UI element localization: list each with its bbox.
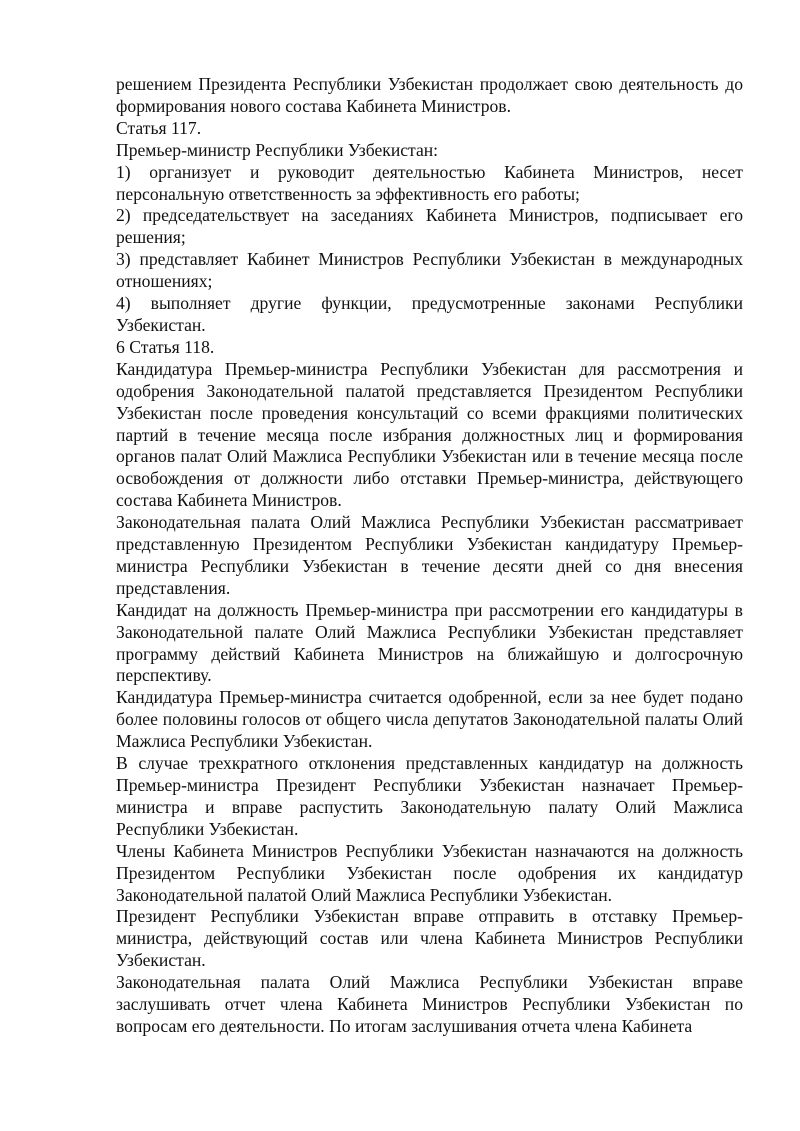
paragraph-candidacy-submission: Кандидатура Премьер-министра Республики Узбекистан для рассмотрения и одобрения Законодательной палатой представляется Президентом Республики Узбекистан после проведения консультаций со всеми фракциями политических партий в течение месяца после избрания должностных лиц и формирования органов палат Олий Мажлиса Республики Узбекистан или в течение месяца после освобождения от должности либо отставки Премьер-министра, действующего состава Кабинета Министров. xyxy=(116,358,743,511)
article-118-heading: 6 Статья 118. xyxy=(116,336,215,357)
paragraph-prime-minister-intro: Премьер-министр Республики Узбекистан: xyxy=(116,139,439,160)
paragraph-candidate-program: Кандидат на должность Премьер-министра при рассмотрении его кандидатуры в Законодательной палате Олий Мажлиса Республики Узбекистан представляет программу действий Кабинета Министров на ближайшую и долгосрочную перспективу. xyxy=(116,599,743,686)
list-item-1: 1) организует и руководит деятельностью Кабинета Министров, несет персональную ответственность за эффективность его работы; xyxy=(116,161,743,204)
paragraph-legislative-review: Законодательная палата Олий Мажлиса Республики Узбекистан рассматривает представленную Президентом Республики Узбекистан кандидатуру Премьер-министра Республики Узбекистан в течение десяти дней со дня внесения представления. xyxy=(116,512,743,598)
list-item-3: 3) представляет Кабинет Министров Республики Узбекистан в международных отношениях; xyxy=(116,249,743,292)
document-page xyxy=(116,74,743,1038)
list-item-4: 4) выполняет другие функции, предусмотренные законами Республики Узбекистан. xyxy=(116,293,743,335)
paragraph-members-appointment: Члены Кабинета Министров Республики Узбекистан назначаются на должность Президентом Республики Узбекистан после одобрения их кандидатур Законодательной палатой Олий Мажлиса Республики Узбекистан. xyxy=(116,840,743,905)
paragraph-dismissal: Президент Республики Узбекистан вправе отправить в отставку Премьер-министра, действующий состав или члена Кабинета Министров Республики Узбекистан. xyxy=(116,906,743,971)
paragraph-continuation: решением Президента Республики Узбекистан продолжает свою деятельность до формирования нового состава Кабинета Министров. xyxy=(116,74,743,116)
paragraph-member-report: Законодательная палата Олий Мажлиса Республики Узбекистан вправе заслушивать отчет члена Кабинета Министров Республики Узбекистан по вопросам его деятельности. По итогам заслушивания отчета члена Кабинета xyxy=(116,972,743,1036)
list-item-2: 2) председательствует на заседаниях Кабинета Министров, подписывает его решения; xyxy=(116,205,743,248)
paragraph-approval-votes: Кандидатура Премьер-министра считается одобренной, если за нее будет подано более половины голосов от общего числа депутатов Законодательной палаты Олий Мажлиса Республики Узбекистан. xyxy=(116,687,743,752)
paragraph-triple-rejection: В случае трехкратного отклонения представленных кандидатур на должность Премьер-министра Президент Республики Узбекистан назначает Премьер-министра и вправе распустить Законодательную палату Олий Мажлиса Республики Узбекистан. xyxy=(116,753,743,839)
article-117-heading: Статья 117. xyxy=(116,117,202,138)
